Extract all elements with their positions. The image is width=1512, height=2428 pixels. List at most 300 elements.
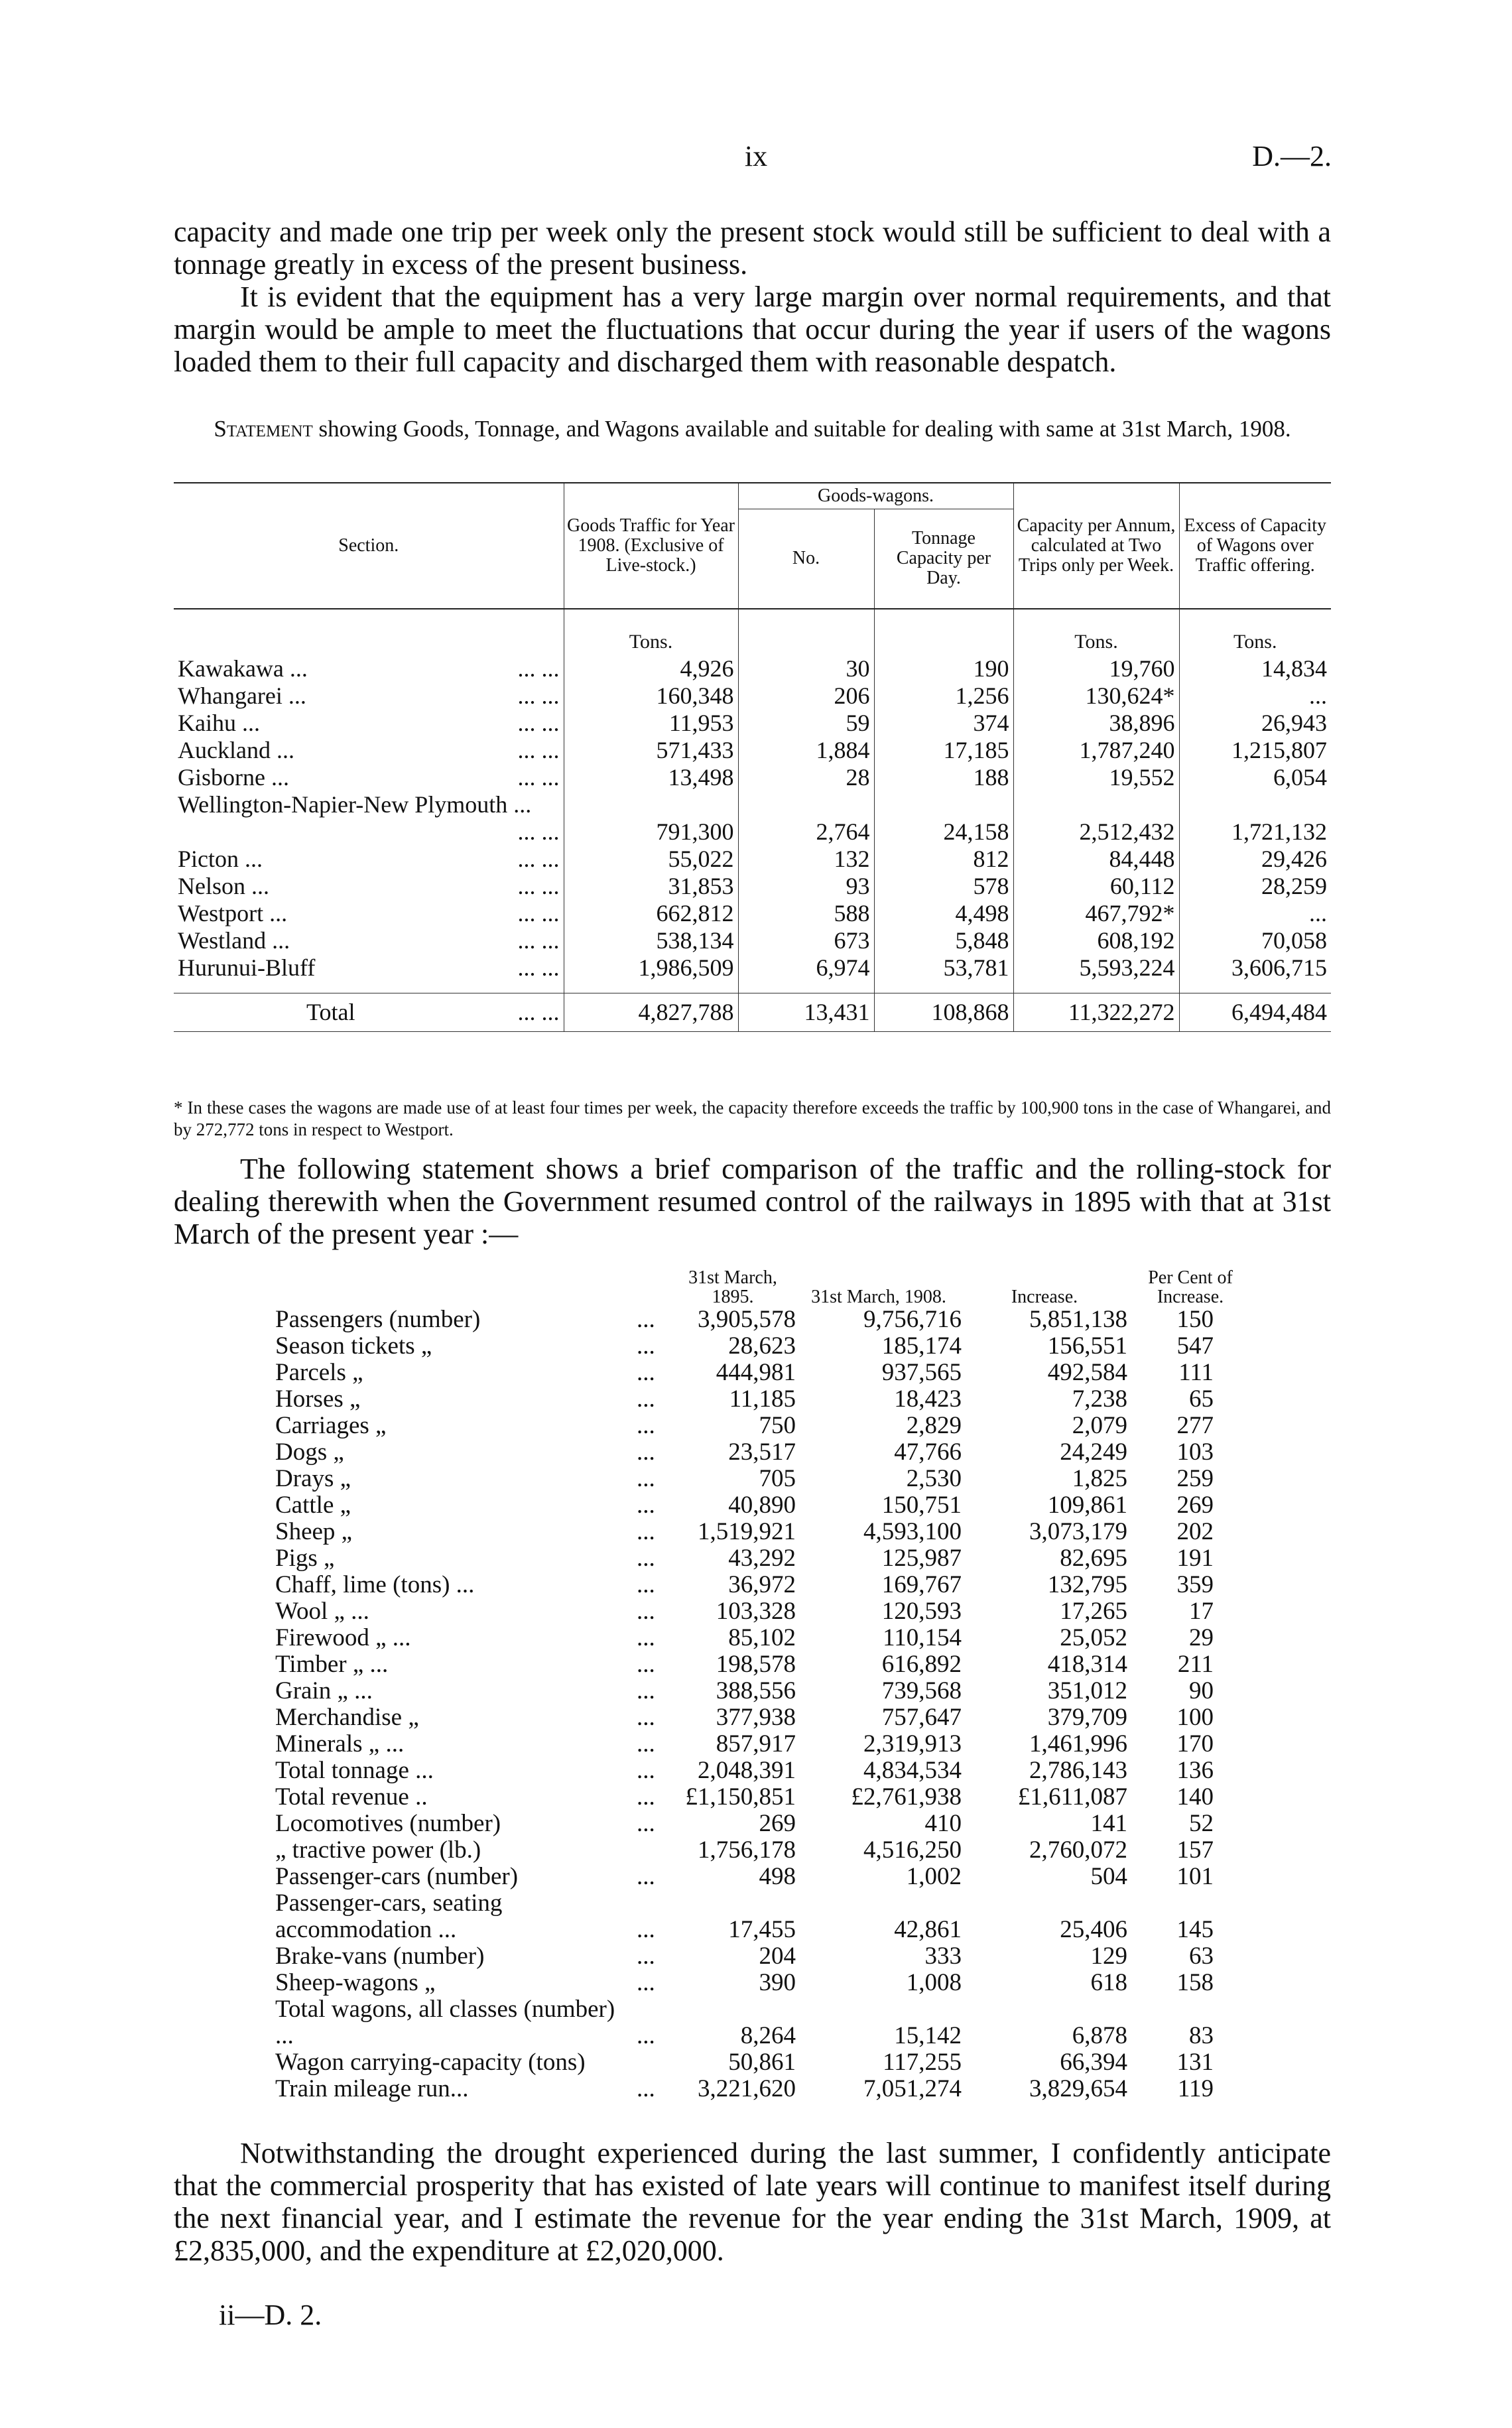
row-excess: 3,606,715	[1231, 954, 1327, 981]
item-dots: ...	[637, 1704, 655, 1731]
item-1895: 377,938	[716, 1704, 796, 1731]
list-item	[275, 1678, 1253, 1704]
list-item	[275, 1598, 1253, 1625]
item-label: „ tractive power (lb.)	[275, 1836, 481, 1864]
item-1908: 2,319,913	[863, 1730, 962, 1757]
item-1908: 4,834,534	[863, 1757, 962, 1784]
goods-statement-table	[174, 482, 1331, 1032]
list-item	[275, 1413, 1253, 1439]
item-increase: 156,551	[1047, 1332, 1127, 1360]
item-1908: 1,008	[906, 1969, 962, 1996]
table-row	[174, 873, 1331, 900]
item-1895: 2,048,391	[698, 1757, 796, 1784]
item-dots: ...	[637, 1492, 655, 1519]
item-per-cent: 259	[1176, 1465, 1214, 1492]
item-label: Chaff, lime (tons) ...	[275, 1571, 475, 1598]
intro-paragraphs	[174, 216, 1331, 378]
row-no: 28	[738, 764, 874, 791]
item-1895: 8,264	[740, 2022, 796, 2049]
paragraph-continuation: capacity and made one trip per week only the present stock would still be sufficient to deal with a tonnage greatly in excess of the present business.	[174, 216, 1331, 281]
list-item	[275, 1731, 1253, 1757]
item-increase: 132,795	[1047, 1571, 1127, 1598]
total-label: Total	[306, 999, 355, 1025]
total-tonnage: 108,868	[874, 993, 1013, 1032]
table-row	[174, 900, 1331, 927]
item-dots: ...	[637, 1916, 655, 1943]
item-dots: ...	[637, 1757, 655, 1784]
item-dots: ...	[637, 1571, 655, 1598]
total-traffic: 4,827,788	[564, 993, 738, 1032]
total-no: 13,431	[738, 993, 874, 1032]
item-increase: 3,073,179	[1029, 1518, 1127, 1545]
row-section: Wellington-Napier-New Plymouth ...	[178, 791, 532, 818]
table-footnote: * In these cases the wagons are made use of at least four times per week, the capacity therefore exceeds the traffic by 100,900 tons in the case of Whangarei, and by 272,772 tons in respect to Westport.	[174, 1098, 1331, 1139]
item-1908: 169,767	[881, 1571, 962, 1598]
row-tonnage: 812	[874, 846, 1013, 873]
list-item	[275, 1439, 1253, 1466]
statement-caption-text: showing Goods, Tonnage, and Wagons available and suitable for dealing with same at 31st March, 1908.	[318, 416, 1291, 442]
row-annum: 2,512,432	[1013, 791, 1179, 846]
unit-traffic: Tons.	[564, 609, 738, 655]
item-per-cent: 63	[1189, 1943, 1214, 1970]
row-tonnage: 374	[874, 710, 1013, 737]
header-1908: 31st March, 1908.	[811, 1287, 946, 1307]
row-annum: 19,760	[1013, 655, 1179, 682]
item-label: Sheep-wagons „	[275, 1969, 436, 1996]
row-no: 673	[738, 927, 874, 954]
item-label: Passenger-cars, seating accommodation ...	[275, 1889, 503, 1943]
item-1895: 3,905,578	[698, 1306, 796, 1333]
item-per-cent: 191	[1176, 1545, 1214, 1572]
table-row	[174, 682, 1331, 710]
item-label: Total tonnage ...	[275, 1757, 434, 1784]
list-item	[275, 1492, 1253, 1519]
item-increase: 66,394	[1060, 2049, 1127, 2076]
item-increase: 492,584	[1047, 1359, 1127, 1386]
row-section: Auckland ...	[178, 736, 294, 763]
item-per-cent: 158	[1176, 1969, 1214, 1996]
item-label: Wool „ ...	[275, 1598, 369, 1625]
item-label: Timber „ ...	[275, 1651, 389, 1678]
item-1908: 739,568	[881, 1677, 962, 1704]
unit-excess: Tons.	[1233, 630, 1277, 653]
item-per-cent: 140	[1176, 1783, 1214, 1811]
item-dots: ...	[637, 1677, 655, 1704]
item-1895: 43,292	[728, 1545, 796, 1572]
list-item	[275, 1864, 1253, 1890]
item-per-cent: 131	[1176, 2049, 1214, 2076]
item-1908: 47,766	[894, 1438, 962, 1466]
item-1895: 11,185	[729, 1385, 796, 1413]
total-dots: ... ...	[517, 999, 560, 1025]
list-item	[275, 1757, 1253, 1784]
row-traffic: 55,022	[564, 846, 738, 873]
row-traffic: 4,926	[564, 655, 738, 682]
item-increase: 418,314	[1047, 1651, 1127, 1678]
row-dots: ... ...	[517, 872, 560, 899]
item-increase: 25,406	[1060, 1916, 1127, 1943]
row-no: 2,764	[738, 791, 874, 846]
item-per-cent: 17	[1189, 1598, 1214, 1625]
row-dots: ... ...	[517, 926, 560, 954]
closing-paragraph	[174, 2137, 1331, 2267]
row-traffic: 13,498	[564, 764, 738, 791]
item-label: Wagon carrying-capacity (tons)	[275, 2049, 586, 2076]
item-dots	[637, 2049, 670, 2076]
row-section: Picton ...	[178, 845, 263, 872]
row-annum: 84,448	[1013, 846, 1179, 873]
row-no: 30	[738, 655, 874, 682]
comparison-table	[275, 1265, 1283, 2102]
row-dots: ... ...	[517, 954, 560, 981]
table-row	[174, 791, 1331, 846]
item-1895: 750	[759, 1412, 796, 1439]
comparison-intro	[174, 1153, 1331, 1250]
item-1908: 2,530	[906, 1465, 962, 1492]
item-dots: ...	[637, 1545, 655, 1572]
item-1895: 17,455	[728, 1916, 796, 1943]
item-label: Locomotives (number)	[275, 1810, 501, 1837]
item-per-cent: 100	[1176, 1704, 1214, 1731]
row-tonnage: 17,185	[874, 737, 1013, 764]
row-no: 206	[738, 682, 874, 710]
table-row	[174, 764, 1331, 791]
item-dots: ...	[637, 1969, 655, 1996]
row-dots: ... ...	[517, 655, 560, 682]
row-traffic: 11,953	[564, 710, 738, 737]
item-1895: 1,756,178	[698, 1836, 796, 1864]
row-excess: 26,943	[1261, 709, 1327, 736]
item-label: Drays „	[275, 1465, 351, 1492]
row-dots: ... ...	[517, 899, 560, 926]
item-increase: 504	[1090, 1863, 1127, 1890]
item-increase: 6,878	[1072, 2022, 1127, 2049]
item-increase: 351,012	[1047, 1677, 1127, 1704]
paragraph-revenue-estimate: Notwithstanding the drought experienced during the last summer, I confidently anticipate that the commercial prosperity that has existed of late years will continue to manifest itself during the next financial year, and I estimate the revenue for the year ending the 31st March, 1909, at £2,835,000, and the expenditure at £2,020,000.	[174, 2137, 1331, 2267]
list-item	[275, 1996, 1253, 2049]
list-item	[275, 1360, 1253, 1386]
row-excess: ...	[1309, 682, 1327, 709]
row-no: 93	[738, 873, 874, 900]
item-1895: 85,102	[728, 1624, 796, 1651]
item-dots: ...	[637, 1863, 655, 1890]
row-tonnage: 4,498	[874, 900, 1013, 927]
item-increase: 25,052	[1060, 1624, 1127, 1651]
item-increase: 82,695	[1060, 1545, 1127, 1572]
item-label: Total revenue ..	[275, 1783, 428, 1811]
item-per-cent: 83	[1189, 2022, 1214, 2049]
item-1908: 410	[924, 1810, 962, 1837]
row-no: 1,884	[738, 737, 874, 764]
item-dots	[637, 1837, 670, 1864]
row-annum: 60,112	[1013, 873, 1179, 900]
row-excess: 29,426	[1261, 845, 1327, 872]
header-section: Section.	[174, 483, 564, 609]
item-per-cent: 202	[1176, 1518, 1214, 1545]
row-tonnage: 1,256	[874, 682, 1013, 710]
list-item	[275, 1943, 1253, 1970]
item-1908: 7,051,274	[863, 2075, 962, 2102]
header-per-cent: Per Cent of Increase.	[1148, 1267, 1233, 1307]
row-section: Gisborne ...	[178, 763, 289, 791]
row-section: Westport ...	[178, 899, 288, 926]
list-item	[275, 1333, 1253, 1360]
item-label: Minerals „ ...	[275, 1730, 405, 1757]
item-per-cent: 211	[1177, 1651, 1214, 1678]
row-no: 6,974	[738, 954, 874, 982]
item-1908: 1,002	[906, 1863, 962, 1890]
list-item	[275, 1704, 1253, 1731]
item-increase: 17,265	[1060, 1598, 1127, 1625]
item-1895: 390	[759, 1969, 796, 1996]
item-dots: ...	[637, 1412, 655, 1439]
row-section: Nelson ...	[178, 872, 269, 899]
item-dots: ...	[637, 1465, 655, 1492]
item-1908: £2,761,938	[851, 1783, 962, 1811]
item-dots: ...	[637, 1651, 655, 1678]
page-reference: ii—D. 2.	[219, 2299, 322, 2331]
row-excess: 28,259	[1261, 872, 1327, 899]
item-1895: 269	[759, 1810, 796, 1837]
header-capacity-per-annum: Capacity per Annum, calculated at Two Trips only per Week.	[1013, 483, 1179, 609]
item-1895: 23,517	[728, 1438, 796, 1466]
item-increase: 24,249	[1060, 1438, 1127, 1466]
item-per-cent: 150	[1176, 1306, 1214, 1333]
item-increase: 7,238	[1072, 1385, 1127, 1413]
header-goods-wagons: Goods-wagons.	[738, 483, 1013, 509]
row-excess: 14,834	[1261, 655, 1327, 682]
row-excess: 1,215,807	[1231, 736, 1327, 763]
row-traffic: 31,853	[564, 873, 738, 900]
total-annum: 11,322,272	[1013, 993, 1179, 1032]
item-per-cent: 170	[1176, 1730, 1214, 1757]
row-dots: ... ...	[517, 709, 560, 736]
item-per-cent: 29	[1189, 1624, 1214, 1651]
item-1895: 705	[759, 1465, 796, 1492]
row-tonnage: 190	[874, 655, 1013, 682]
row-dots: ... ...	[517, 845, 560, 872]
item-dots: ...	[637, 1359, 655, 1386]
item-per-cent: 136	[1176, 1757, 1214, 1784]
item-1908: 9,756,716	[863, 1306, 962, 1333]
item-increase: 2,760,072	[1029, 1836, 1127, 1864]
item-1908: 2,829	[906, 1412, 962, 1439]
item-dots: ...	[637, 1385, 655, 1413]
statement-caption-lead: Statement	[214, 416, 313, 442]
item-1908: 125,987	[881, 1545, 962, 1572]
list-item	[275, 2049, 1253, 2076]
item-per-cent: 547	[1176, 1332, 1214, 1360]
row-annum: 5,593,224	[1013, 954, 1179, 982]
row-annum: 38,896	[1013, 710, 1179, 737]
item-per-cent: 52	[1189, 1810, 1214, 1837]
item-increase: 1,461,996	[1029, 1730, 1127, 1757]
item-1895: 204	[759, 1943, 796, 1970]
item-1908: 150,751	[881, 1492, 962, 1519]
row-annum: 467,792*	[1013, 900, 1179, 927]
item-1908: 4,516,250	[863, 1836, 962, 1864]
item-1895: 1,519,921	[698, 1518, 796, 1545]
item-per-cent: 119	[1177, 2075, 1214, 2102]
item-label: Grain „ ...	[275, 1677, 373, 1704]
row-tonnage: 24,158	[874, 791, 1013, 846]
item-1908: 333	[924, 1943, 962, 1970]
item-label: Dogs „	[275, 1438, 344, 1466]
header-1895: 31st March, 1895.	[688, 1267, 777, 1307]
header-increase: Increase.	[1011, 1287, 1078, 1307]
list-item	[275, 1386, 1253, 1413]
item-label: Carriages „	[275, 1412, 387, 1439]
item-1908: 185,174	[881, 1332, 962, 1360]
item-1908: 117,255	[883, 2049, 962, 2076]
item-increase: £1,611,087	[1017, 1783, 1127, 1811]
item-label: Passenger-cars (number)	[275, 1863, 519, 1890]
unit-annum: Tons.	[1013, 609, 1179, 655]
row-no: 59	[738, 710, 874, 737]
item-label: Brake-vans (number)	[275, 1943, 485, 1970]
item-1908: 4,593,100	[863, 1518, 962, 1545]
item-1895: 498	[759, 1863, 796, 1890]
item-1895: 50,861	[728, 2049, 796, 2076]
row-no: 132	[738, 846, 874, 873]
list-item	[275, 1837, 1253, 1864]
paragraph-comparison: The following statement shows a brief comparison of the traffic and the rolling-stock for dealing therewith when the Government resumed control of the railways in 1895 with that at 31st March of the present year :—	[174, 1153, 1331, 1250]
row-annum: 19,552	[1013, 764, 1179, 791]
row-tonnage: 578	[874, 873, 1013, 900]
item-1908: 110,154	[883, 1624, 962, 1651]
item-increase: 5,851,138	[1029, 1306, 1127, 1333]
item-1895: 388,556	[716, 1677, 796, 1704]
row-dots: ... ...	[517, 682, 560, 709]
item-per-cent: 269	[1176, 1492, 1214, 1519]
item-1908: 18,423	[894, 1385, 962, 1413]
item-dots: ...	[637, 1943, 655, 1970]
item-per-cent: 277	[1176, 1412, 1214, 1439]
list-item	[275, 1307, 1253, 1333]
item-label: Train mileage run...	[275, 2075, 469, 2102]
item-per-cent: 111	[1178, 1359, 1214, 1386]
row-annum: 1,787,240	[1013, 737, 1179, 764]
item-label: Parcels „	[275, 1359, 363, 1386]
row-dots: ... ...	[517, 736, 560, 763]
item-label: Passengers (number)	[275, 1306, 481, 1333]
item-dots: ...	[637, 1598, 655, 1625]
item-1895: 198,578	[716, 1651, 796, 1678]
item-dots: ...	[637, 1624, 655, 1651]
item-increase: 129	[1090, 1943, 1127, 1970]
item-increase: 141	[1090, 1810, 1127, 1837]
row-traffic: 571,433	[564, 737, 738, 764]
item-increase: 109,861	[1047, 1492, 1127, 1519]
list-item	[275, 1784, 1253, 1811]
item-label: Sheep „	[275, 1518, 353, 1545]
item-per-cent: 65	[1189, 1385, 1214, 1413]
item-dots: ...	[637, 1438, 655, 1466]
row-section: Kaihu ...	[178, 709, 260, 736]
total-excess: 6,494,484	[1179, 993, 1331, 1032]
row-section: Kawakawa ...	[178, 655, 308, 682]
row-section: Hurunui-Bluff	[178, 954, 316, 981]
item-increase: 1,825	[1072, 1465, 1127, 1492]
header-excess: Excess of Capacity of Wagons over Traffic offering.	[1179, 483, 1331, 609]
list-item	[275, 1625, 1253, 1651]
table-row	[174, 710, 1331, 737]
item-per-cent: 157	[1176, 1836, 1214, 1864]
row-traffic: 662,812	[564, 900, 738, 927]
item-dots: ...	[637, 1306, 655, 1333]
statement-caption	[174, 415, 1331, 443]
item-1908: 616,892	[881, 1651, 962, 1678]
list-item	[275, 1651, 1253, 1678]
table-total-row	[174, 993, 1331, 1032]
list-item	[275, 1519, 1253, 1545]
row-excess: 1,721,132	[1231, 818, 1327, 845]
item-dots: ...	[637, 1518, 655, 1545]
item-1908: 15,142	[894, 2022, 962, 2049]
row-excess: 6,054	[1273, 763, 1327, 791]
table-row	[174, 737, 1331, 764]
table-row	[174, 927, 1331, 954]
item-increase: 2,079	[1072, 1412, 1127, 1439]
row-tonnage: 53,781	[874, 954, 1013, 982]
table-row	[174, 954, 1331, 982]
item-1908: 937,565	[881, 1359, 962, 1386]
list-item	[275, 1970, 1253, 1996]
header-tonnage-capacity: Tonnage Capacity per Day.	[874, 509, 1013, 609]
item-1895: £1,150,851	[685, 1783, 796, 1811]
table-row	[174, 846, 1331, 873]
item-dots: ...	[637, 1783, 655, 1811]
item-increase: 379,709	[1047, 1704, 1127, 1731]
item-label: Firewood „ ...	[275, 1624, 411, 1651]
item-per-cent: 103	[1176, 1438, 1214, 1466]
header-no: No.	[738, 509, 874, 609]
document-reference: D.—2.	[1252, 140, 1332, 172]
item-per-cent: 145	[1176, 1916, 1214, 1943]
page-number: ix	[744, 140, 768, 172]
item-increase: 618	[1090, 1969, 1127, 1996]
item-dots: ...	[637, 1332, 655, 1360]
row-dots: ... ...	[517, 763, 560, 791]
item-label: Cattle „	[275, 1492, 351, 1519]
list-item	[275, 1811, 1253, 1837]
item-per-cent: 359	[1176, 1571, 1214, 1598]
item-1895: 3,221,620	[698, 2075, 796, 2102]
item-dots: ...	[637, 1810, 655, 1837]
item-1908: 757,647	[881, 1704, 962, 1731]
row-traffic: 160,348	[564, 682, 738, 710]
item-1895: 36,972	[728, 1571, 796, 1598]
row-annum: 130,624*	[1013, 682, 1179, 710]
row-traffic: 538,134	[564, 927, 738, 954]
item-per-cent: 101	[1176, 1863, 1214, 1890]
row-no: 588	[738, 900, 874, 927]
list-item	[275, 1890, 1253, 1943]
header-goods-traffic: Goods Traffic for Year 1908. (Exclusive of Live-stock.)	[564, 483, 738, 609]
item-1908: 42,861	[894, 1916, 962, 1943]
item-dots: ...	[637, 2075, 655, 2102]
row-tonnage: 188	[874, 764, 1013, 791]
item-label: Merchandise „	[275, 1704, 419, 1731]
item-1895: 28,623	[728, 1332, 796, 1360]
item-label: Pigs „	[275, 1545, 335, 1572]
list-item	[275, 1466, 1253, 1492]
item-increase: 3,829,654	[1029, 2075, 1127, 2102]
row-excess: ...	[1309, 899, 1327, 926]
item-1895: 103,328	[716, 1598, 796, 1625]
item-per-cent: 90	[1189, 1677, 1214, 1704]
item-label: Season tickets „	[275, 1332, 432, 1360]
